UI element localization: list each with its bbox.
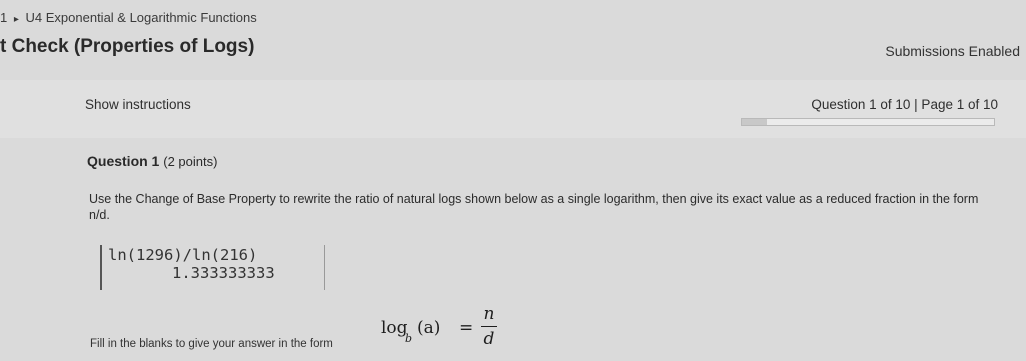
answer-formula: [381, 304, 511, 356]
question-page-counter: Question 1 of 10 | Page 1 of 10: [811, 97, 998, 112]
fill-instruction: Fill in the blanks to give your answer in the form: [90, 338, 333, 350]
calculator-result: 1.333333333: [172, 264, 275, 282]
formula-numerator: n: [483, 304, 495, 324]
question-heading: [87, 153, 217, 169]
submissions-status: Submissions Enabled: [885, 43, 1020, 59]
question-label: Question 1: [87, 153, 160, 169]
question-prompt: Use the Change of Base Property to rewrite the ratio of natural logs shown below as a single logarithm, then give its exact value as a reduced fraction in the form n/d.: [89, 192, 979, 222]
progress-bar-fill: [742, 119, 767, 125]
formula-argument: (a): [417, 318, 441, 338]
show-instructions-link[interactable]: Show instructions: [85, 97, 191, 112]
breadcrumb: [0, 10, 257, 25]
breadcrumb-unit[interactable]: U4 Exponential & Logarithmic Functions: [25, 10, 257, 25]
formula-denominator: d: [483, 329, 495, 349]
breadcrumb-separator-icon: ▸: [13, 14, 19, 25]
breadcrumb-prefix[interactable]: 1: [0, 10, 8, 25]
progress-bar: [741, 118, 995, 126]
formula-base: b: [405, 332, 413, 345]
calculator-display: [100, 245, 325, 290]
calculator-expression: ln(1296)/ln(216): [108, 246, 258, 264]
formula-log: log: [381, 318, 408, 338]
question-points: (2 points): [163, 154, 218, 169]
formula-equals: =: [459, 318, 474, 338]
formula-fraction: [481, 304, 497, 349]
page-title: t Check (Properties of Logs): [0, 36, 255, 57]
formula-fraction-bar: [481, 326, 497, 327]
